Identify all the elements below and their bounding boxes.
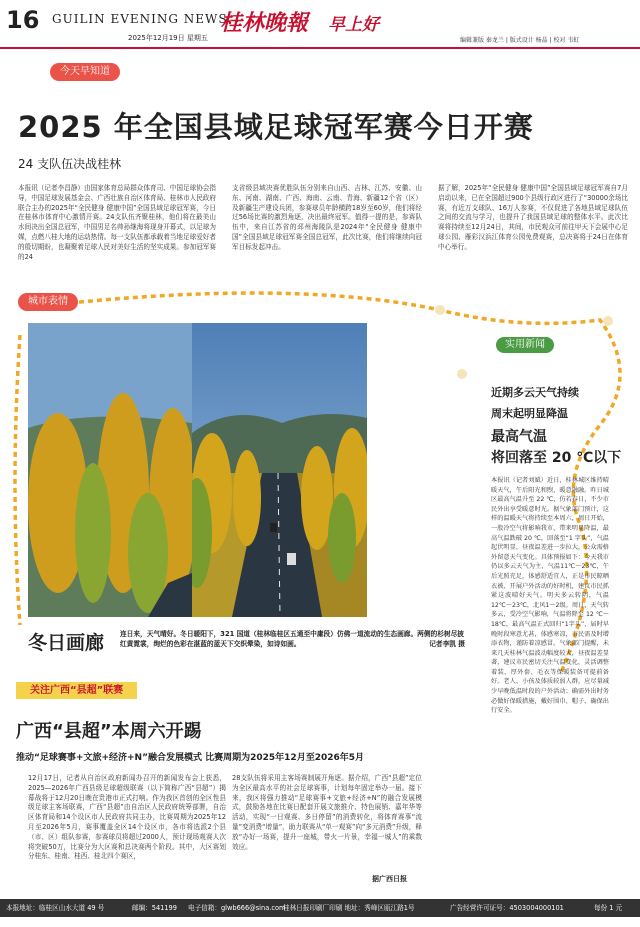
footer-license: 广告经营许可证号：4503004000101 bbox=[450, 904, 564, 912]
issue-date: 2025年12月19日 星期五 bbox=[128, 34, 208, 42]
lead-column-3: 据了解，2025年“全民健身 健康中国”全国县域足球冠军赛自7月启动以来，已在全国超过900个县级行政区进行了“30000余场比赛，有近万支球队、16万人参赛，不仅促进了各地县域足球队伍之间的交流与学习，也提升了我国县域足球的整体水平。此次比赛将持续至12月24日，其间，市民观众可前往甲天下会展中心足球公园、雁彩汉浜江体育公园免费观赛，总决赛将于24日在体育中心举行。 bbox=[438, 184, 628, 251]
section-tag-focus: 关注广西“县超”联赛 bbox=[16, 682, 137, 699]
photo-caption bbox=[120, 629, 465, 649]
lead-headline: 2025 年全国县域足球冠军赛今日开赛 bbox=[18, 110, 534, 144]
photo-title: 冬日画廊 bbox=[28, 632, 105, 654]
masthead-title: 桂林晚報 bbox=[220, 10, 309, 36]
photo-credit: 记者李凯 摄 bbox=[429, 640, 465, 648]
weather-headline-4: 将回落至 20 ℃以下 bbox=[491, 450, 622, 466]
road-landscape-photo-left bbox=[28, 323, 192, 617]
footer-print: 桂林日报印刷厂印刷 地址：秀峰区瓯江路1号 bbox=[283, 904, 415, 912]
county-headline: 广西“县超”本周六开踢 bbox=[16, 721, 202, 742]
footer-email: 电子信箱：glwb666@sina.com bbox=[188, 904, 286, 912]
county-column-2: 28支队伍将采用主客场赛制展开角逐。据介绍，广西“县超”定位为全区最高水平的社会足球赛事，计划每年固定举办一届。接下来，我区将强力推动“足球赛事+文旅+经济+N”的融合发展模式，鼓励各地在比赛日配套开展文旅推介、特色展销、嘉年华等活动，实现“一日观赛、多日停留”的消费转化，将体育赛事“流量”变消费“增量”，助力联赛从“单一观赛”向“多元消费”升级，释放“办好一场赛，提升一座城，带火一片景，幸福一城人”的乘数效应。 bbox=[232, 774, 422, 851]
section-title: 早上好 bbox=[328, 15, 379, 35]
footer-address: 本报地址：临桂区山水大道 49 号 bbox=[6, 904, 105, 912]
paper-name: GUILIN EVENING NEWS bbox=[52, 12, 228, 26]
county-dek: 推动“足球赛事+文旅+经济+N”融合发展模式 比赛周期为2025年12月至2026年5月 bbox=[16, 753, 365, 763]
editor-credits: 编辑兼版 秦龙兰 | 版式设计 杨晶 | 校对 韦虹 bbox=[460, 37, 580, 44]
masthead-rule bbox=[0, 47, 640, 49]
lead-column-1: 本报讯（记者李昌静）由国家体育总局群众体育司、中国足球协会指导，中国足球发展基金会、广西壮族自治区体育局、桂林市人民政府联合主办的2025年“全民健身 健康中国”全国县域足球冠军赛，今日在桂林市体育中心激情开赛。24支队伍齐聚桂林，他们将在最美山水间决出全国总冠军，中国男足名帅孙继海将现身开幕式，以足球为媒，点燃八桂大地的运动热情。每一支队伍都承载着当地足球爱好者的殷切期盼，也凝聚着足球人民对美好生活的坚实成果。参加冠军赛的24 bbox=[18, 184, 216, 261]
page-number: 16 bbox=[6, 6, 40, 34]
footer-bar bbox=[0, 899, 640, 917]
weather-headline-1: 近期多云天气持续 bbox=[491, 386, 579, 399]
weather-body: 本报讯（记者刘斌）近日，桂林城区维持晴暖天气，午后阳光和煦，暖意融融。昨日城区最高气温升至 22 ℃，仿若春日，不少市民外出享受暖意时光。据气象部门预计，这样的温暖天气将持续至本周六，周日开始，一股冷空气将影响我市，带来明显降温，最高气温跌破 20 ℃，回落至“1 字头”，气温起伏明显，昼夜温差进一步拉大，公众需格外留意天气变化。具体预报如下：今天我市仍以多云天气为主，气温11℃～23℃，午后光照充足，体感舒适宜人，正是市民晾晒衣被、开展户外活动的好时机，建议市民抓紧这波晴好天气。明天多云转阴，气温12℃～23℃，北风1～2级。周日，天气转多云，受冷空气影响，气温将降至 12 ℃～18℃，最高气温正式回归“1字头”，届时早晚时段寒意尤甚，体感寒凉，市民需及时增添衣物，谨防着凉感冒。气象部门提醒，未来几天桂林气温波动幅度较大，昼夜温差显著，建议市民密切关注气温变化，灵活调整着装，厚外套、毛衣等保暖装备可提前备好。老人、小孩及体质较弱人群，应尽量减少早晚低温时段的户外活动；确需外出时务必做好保暖措施，戴好围巾、帽子，确保出行安全。 bbox=[491, 477, 609, 715]
weather-headline-2: 周末起明显降温 bbox=[491, 407, 568, 420]
lead-column-2: 支省级县域决赛优胜队伍分别来自山西、吉林、江苏、安徽、山东、河南、湖南、广西、海南、云南、青海、新疆12个省（区）及新疆生产建设兵团，参赛球员年龄横跨18岁至60岁，他们将经过56场比赛的激烈角逐，决出最终冠军。值得一提的是，参赛队伍中，来自江苏省的邳州海陵队是2024年“全民健身 健康中国”全国县域足球冠军赛全国总冠军，此次比赛，他们将继续向冠军目标发起冲击。 bbox=[232, 184, 422, 251]
road-landscape-photo bbox=[192, 323, 367, 617]
county-column-1: 12月17日，记者从自治区政府新闻办召开的新闻发布会上获悉，2025—2026年广西县级足球超级联赛（以下简称广西“县超”）揭幕战将于12月20日晚在贵港市正式打响。作为我区首创的全区性县级足球主客场联赛，广西“县超”由自治区人民政府统筹部署，自治区体育局和14个设区市人民政府共同主办，比赛周期为2025年12月至2026年5月，赛事覆盖全区14个设区市，各市将选派2个县（市、区）组队参赛，参赛球员将超过2000人，预计现场观赛人次将突破50万，比赛分为大区赛和总决赛两个阶段。其中，大区赛划分桂东、桂南、桂西、桂北四个赛区， bbox=[28, 774, 226, 861]
section-tag-today: 今天早知道 bbox=[50, 63, 120, 81]
section-tag-city: 城市表情 bbox=[18, 293, 78, 311]
footer-price: 每份 1 元 bbox=[594, 904, 623, 912]
county-credit: 据广西日报 bbox=[372, 875, 407, 883]
footer-zip: 邮编：541199 bbox=[132, 904, 177, 912]
section-tag-practical: 实用新闻 bbox=[496, 337, 554, 353]
photo-caption-text: 连日来，天气晴好。冬日暖阳下，321 国道（桂林临桂区五通至中庸段）仿佛一道流动的生态画廊。两侧的杉树尽披红黄霓裳，绚烂的色彩在湛蓝的蓝天下交织晕染，如诗如画。 bbox=[120, 630, 464, 648]
weather-headline-3: 最高气温 bbox=[491, 429, 547, 445]
lead-subhead: 24 支队伍决战桂林 bbox=[18, 157, 122, 171]
